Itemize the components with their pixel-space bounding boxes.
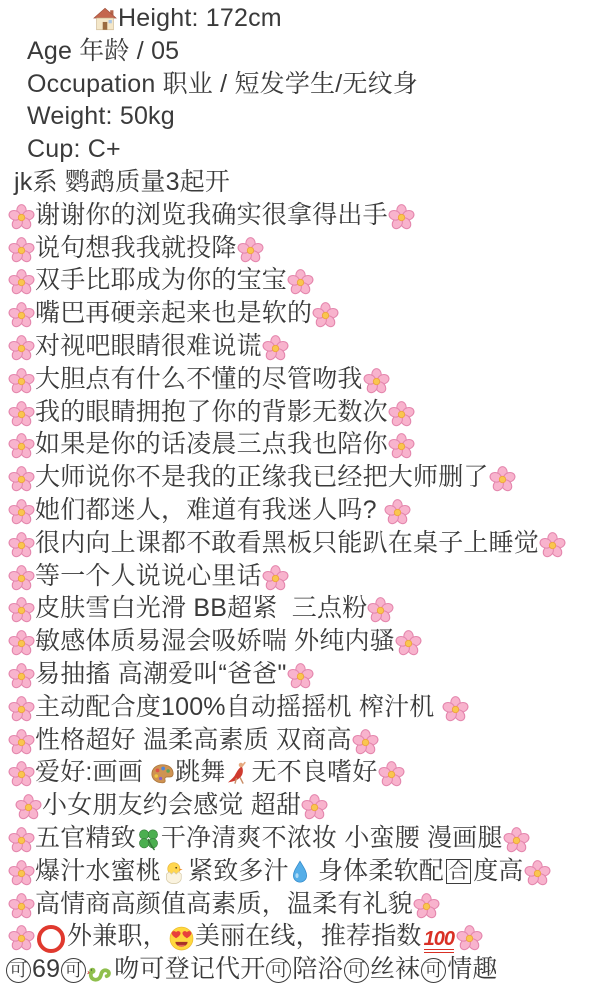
cherry-blossom-icon bbox=[539, 532, 566, 565]
height-line bbox=[0, 2, 600, 35]
cherry-blossom-icon bbox=[442, 696, 469, 729]
text-run: 皮肤雪白光滑 BB超紧 三点粉 bbox=[35, 594, 368, 623]
text-run: 大胆点有什么不懂的尽管吻我 bbox=[35, 364, 363, 393]
hobby-line bbox=[0, 756, 600, 789]
text-run: 性格超好 温柔高素质 双商高 bbox=[35, 725, 352, 754]
text-run: 敏感体质易湿会吸娇喘 外纯内骚 bbox=[35, 627, 395, 656]
feature-line-5 bbox=[0, 724, 600, 757]
intro-line-6 bbox=[0, 363, 600, 396]
looks-line bbox=[0, 822, 600, 855]
circled-character: 可 bbox=[344, 958, 369, 983]
cup-line bbox=[0, 133, 600, 166]
circled-character: 可 bbox=[266, 958, 291, 983]
intro-line-7 bbox=[0, 396, 600, 429]
text-run: 小女朋友约会感觉 超甜 bbox=[42, 791, 302, 820]
occupation-line bbox=[0, 68, 600, 101]
text-run: jk系 鹦鹉质量3起开 bbox=[14, 167, 231, 196]
feature-line-4 bbox=[0, 691, 600, 724]
text-run: 说句想我我就投降 bbox=[35, 233, 237, 262]
weight-line bbox=[0, 100, 600, 133]
feature-line-2 bbox=[0, 625, 600, 658]
cherry-blossom-icon bbox=[489, 466, 516, 499]
intro-line-12 bbox=[0, 560, 600, 593]
cherry-blossom-icon bbox=[524, 860, 551, 893]
text-run: 丝袜 bbox=[369, 955, 421, 984]
text-run: 谢谢你的浏览我确实很拿得出手 bbox=[35, 200, 388, 229]
cherry-blossom-icon bbox=[395, 630, 422, 663]
intro-line-2 bbox=[0, 232, 600, 265]
text-run: 双手比耶成为你的宝宝 bbox=[35, 266, 288, 295]
text-run: 大师说你不是我的正缘我已经把大师删了 bbox=[35, 463, 489, 492]
text-run: 爆汁水蜜桃 bbox=[35, 856, 162, 885]
intro-line-8 bbox=[0, 428, 600, 461]
text-run: 爱好:画画 bbox=[35, 758, 151, 787]
text-run: 紧致多汁 bbox=[188, 856, 289, 885]
text-run: 陪浴 bbox=[292, 955, 343, 984]
text-run: 等一个人说说心里话 bbox=[35, 561, 262, 590]
intro-line-9 bbox=[0, 461, 600, 494]
text-run: 她们都迷人，难道有我迷人吗? bbox=[35, 495, 384, 524]
text-run: 情趣 bbox=[447, 955, 498, 984]
text-run: 干净清爽不浓妆 小蛮腰 漫画腿 bbox=[160, 823, 503, 852]
circled-character: 可 bbox=[421, 958, 446, 983]
boxed-character: 合 bbox=[447, 859, 470, 883]
text-run: 如果是你的话凌晨三点我也陪你 bbox=[35, 430, 388, 459]
text-run: 主动配合度100%自动摇摇机 榨汁机 bbox=[35, 692, 442, 721]
text-run: 我的眼睛拥抱了你的背影无数次 bbox=[35, 397, 388, 426]
text-run: Height: 172cm bbox=[118, 4, 282, 32]
text-run: 身体柔软配 bbox=[310, 856, 444, 885]
cherry-blossom-icon bbox=[378, 761, 405, 794]
girlfriend-line bbox=[0, 789, 600, 822]
text-run: 度高 bbox=[473, 856, 524, 885]
jk-line bbox=[0, 166, 600, 199]
text-run: 吻可登记代开 bbox=[114, 955, 266, 984]
circled-character: 可 bbox=[61, 958, 86, 983]
intro-line-1 bbox=[0, 199, 600, 232]
intro-line-5 bbox=[0, 330, 600, 363]
text-run: Age 年龄 / 05 bbox=[27, 36, 180, 65]
text-run: 无不良嗜好 bbox=[251, 758, 378, 787]
cherry-blossom-icon bbox=[388, 204, 415, 237]
feature-line-3 bbox=[0, 658, 600, 691]
text-run: 对视吧眼睛很难说谎 bbox=[35, 331, 262, 360]
text-run: 外兼职， bbox=[67, 922, 168, 951]
text-run: 高情商高颜值高素质，温柔有礼貌 bbox=[35, 889, 414, 918]
text-run: 易抽搐 高潮爱叫“爸爸" bbox=[35, 659, 287, 688]
intro-line-11 bbox=[0, 527, 600, 560]
text-run: 嘴巴再硬亲起来也是软的 bbox=[35, 299, 313, 328]
age-line bbox=[0, 35, 600, 68]
intro-line-4 bbox=[0, 297, 600, 330]
text-run: Weight: 50kg bbox=[27, 102, 175, 131]
parttime-line bbox=[0, 920, 600, 953]
feature-line-1 bbox=[0, 592, 600, 625]
text-run: 美丽在线，推荐指数 bbox=[194, 922, 422, 951]
circled-character: 可 bbox=[6, 958, 31, 983]
snake-icon bbox=[87, 958, 114, 986]
text-run: 69 bbox=[32, 955, 61, 984]
text-run: 五官精致 bbox=[35, 823, 136, 852]
services-line bbox=[0, 953, 600, 986]
peach-line bbox=[0, 855, 600, 888]
text-run: 跳舞 bbox=[175, 758, 226, 787]
eq-line bbox=[0, 888, 600, 921]
cherry-blossom-icon bbox=[312, 302, 339, 335]
intro-line-3 bbox=[0, 264, 600, 297]
text-run: 很内向上课都不敢看黑板只能趴在桌子上睡觉 bbox=[35, 528, 540, 557]
text-run: Cup: C+ bbox=[27, 135, 121, 164]
text-run: Occupation 职业 / 短发学生/无纹身 bbox=[27, 69, 418, 98]
hundred-points-icon: 100 bbox=[424, 929, 454, 953]
